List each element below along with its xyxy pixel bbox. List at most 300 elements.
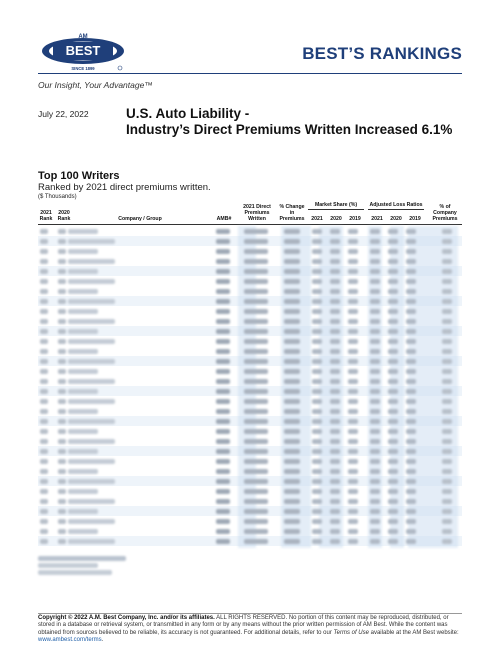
table-row	[38, 456, 462, 466]
blurred-cell	[284, 269, 300, 274]
blurred-cell	[442, 279, 452, 284]
tagline: Our Insight, Your Advantage™	[38, 80, 153, 90]
blurred-cell	[406, 519, 416, 524]
blurred-cell	[348, 529, 358, 534]
blurred-cell	[244, 439, 268, 444]
blurred-cell	[388, 229, 398, 234]
header-amb: AMB#	[216, 216, 232, 222]
blurred-cell	[442, 509, 452, 514]
header-lr-2019: 2019	[409, 216, 421, 222]
blurred-cell	[330, 489, 340, 494]
table-row	[38, 506, 462, 516]
blurred-cell	[406, 469, 416, 474]
blurred-cell	[244, 239, 268, 244]
blurred-cell	[370, 339, 380, 344]
logo-best-text: BEST	[65, 43, 101, 58]
blurred-cell	[406, 479, 416, 484]
blurred-cell	[406, 369, 416, 374]
blurred-cell	[40, 489, 48, 494]
table-row	[38, 396, 462, 406]
blurred-cell	[330, 249, 340, 254]
blurred-cell	[388, 259, 398, 264]
blurred-cell	[312, 539, 322, 544]
blurred-cell	[216, 469, 230, 474]
blurred-cell	[442, 349, 452, 354]
blurred-cell	[244, 519, 268, 524]
blurred-cell	[348, 489, 358, 494]
header-ms-2020: 2020	[330, 216, 342, 222]
header-lr-2021: 2021	[371, 216, 383, 222]
blurred-cell	[370, 289, 380, 294]
blurred-cell	[442, 519, 452, 524]
blurred-cell	[68, 379, 115, 384]
loss-ratios-underline	[368, 209, 424, 210]
blurred-cell	[370, 489, 380, 494]
blurred-cell	[388, 349, 398, 354]
blurred-cell	[388, 239, 398, 244]
blurred-cell	[388, 409, 398, 414]
blurred-cell	[330, 459, 340, 464]
blurred-cell	[284, 519, 300, 524]
blurred-cell	[284, 379, 300, 384]
blurred-cell	[330, 279, 340, 284]
blurred-cell	[348, 509, 358, 514]
blurred-cell	[58, 519, 66, 524]
blurred-cell	[58, 229, 66, 234]
blurred-cell	[40, 229, 48, 234]
blurred-cell	[68, 389, 98, 394]
blurred-cell	[68, 259, 115, 264]
blurred-cell	[442, 489, 452, 494]
blurred-cell	[284, 259, 300, 264]
blurred-cell	[244, 429, 268, 434]
blurred-cell	[348, 279, 358, 284]
blurred-cell	[216, 379, 230, 384]
report-date: July 22, 2022	[38, 109, 89, 119]
blurred-cell	[388, 489, 398, 494]
blurred-cell	[244, 379, 268, 384]
blurred-cell	[58, 419, 66, 424]
blurred-cell	[58, 449, 66, 454]
blurred-cell	[40, 349, 48, 354]
blurred-cell	[406, 499, 416, 504]
blurred-cell	[68, 399, 115, 404]
header-market-share: Market Share (%)	[314, 202, 358, 208]
blurred-cell	[68, 329, 98, 334]
blurred-cell	[68, 359, 115, 364]
blurred-cell	[442, 359, 452, 364]
blurred-cell	[40, 259, 48, 264]
blurred-cell	[348, 259, 358, 264]
blurred-cell	[244, 299, 268, 304]
blurred-cell	[244, 409, 268, 414]
blurred-cell	[388, 379, 398, 384]
blurred-cell	[348, 429, 358, 434]
blurred-cell	[68, 279, 115, 284]
blurred-cell	[370, 259, 380, 264]
blurred-cell	[406, 389, 416, 394]
blurred-cell	[40, 539, 48, 544]
blurred-cell	[40, 509, 48, 514]
blurred-cell	[330, 239, 340, 244]
blurred-cell	[388, 309, 398, 314]
blurred-cell	[40, 459, 48, 464]
blurred-cell	[68, 519, 115, 524]
blurred-cell	[370, 239, 380, 244]
blurred-cell	[312, 269, 322, 274]
logo-since-text: SINCE 1899	[71, 66, 95, 71]
blurred-cell	[406, 349, 416, 354]
blurred-cell	[68, 489, 98, 494]
blurred-cell	[216, 319, 230, 324]
blurred-cell	[284, 389, 300, 394]
blurred-cell	[370, 359, 380, 364]
blurred-cell	[312, 519, 322, 524]
table-row	[38, 296, 462, 306]
blurred-cell	[442, 439, 452, 444]
am-best-logo	[40, 28, 126, 74]
blurred-cell	[370, 459, 380, 464]
blurred-cell	[40, 279, 48, 284]
blurred-cell	[388, 429, 398, 434]
blurred-cell	[312, 379, 322, 384]
blurred-cell	[244, 469, 268, 474]
blurred-cell	[284, 229, 300, 234]
blurred-cell	[312, 299, 322, 304]
blurred-cell	[442, 529, 452, 534]
blurred-cell	[216, 309, 230, 314]
blurred-cell	[40, 429, 48, 434]
blurred-cell	[442, 449, 452, 454]
blurred-cell	[442, 269, 452, 274]
blurred-cell	[370, 499, 380, 504]
blurred-cell	[406, 509, 416, 514]
blurred-cell	[40, 289, 48, 294]
blurred-cell	[312, 409, 322, 414]
blurred-cell	[40, 379, 48, 384]
header-ms-2019: 2019	[349, 216, 361, 222]
blurred-cell	[348, 349, 358, 354]
table-row	[38, 526, 462, 536]
blurred-cell	[58, 249, 66, 254]
blurred-cell	[312, 479, 322, 484]
blurred-cell	[442, 499, 452, 504]
blurred-cell	[216, 429, 230, 434]
blurred-cell	[244, 499, 268, 504]
blurred-cell	[406, 229, 416, 234]
section-unit: ($ Thousands)	[38, 194, 77, 200]
blurred-cell	[348, 239, 358, 244]
blurred-cell	[388, 339, 398, 344]
blurred-cell	[312, 529, 322, 534]
blurred-cell	[312, 319, 322, 324]
blurred-cell	[388, 279, 398, 284]
blurred-cell	[330, 309, 340, 314]
blurred-cell	[442, 259, 452, 264]
table-row	[38, 436, 462, 446]
blurred-cell	[40, 299, 48, 304]
table-row	[38, 376, 462, 386]
blurred-cell	[348, 329, 358, 334]
blurred-cell	[284, 399, 300, 404]
blurred-cell	[58, 409, 66, 414]
blurred-cell	[442, 289, 452, 294]
blurred-cell	[312, 279, 322, 284]
blurred-cell	[330, 289, 340, 294]
blurred-cell	[388, 359, 398, 364]
blurred-cell	[406, 409, 416, 414]
terms-link[interactable]: www.ambest.com/terms	[38, 637, 102, 644]
blurred-cell	[58, 239, 66, 244]
blurred-cell	[330, 389, 340, 394]
blurred-cell	[442, 379, 452, 384]
blurred-cell	[388, 389, 398, 394]
blurred-cell	[40, 529, 48, 534]
blurred-cell	[284, 279, 300, 284]
terms-of-use-text: Terms of Use	[333, 629, 369, 636]
blurred-cell	[442, 229, 452, 234]
blurred-cell	[284, 359, 300, 364]
header-rank-2020: 2020 Rank	[57, 210, 71, 222]
table-row	[38, 406, 462, 416]
blurred-cell	[312, 289, 322, 294]
header-pct-company: % of Company Premiums	[432, 204, 458, 222]
blurred-cell	[370, 399, 380, 404]
blurred-cell	[216, 449, 230, 454]
blurred-cell	[330, 259, 340, 264]
blurred-cell	[348, 539, 358, 544]
blurred-cell	[68, 239, 115, 244]
blurred-cell	[284, 539, 300, 544]
blurred-cell	[68, 529, 98, 534]
blurred-cell	[312, 489, 322, 494]
blurred-cell	[330, 409, 340, 414]
blurred-cell	[312, 349, 322, 354]
header-divider	[38, 73, 462, 74]
blurred-cell	[40, 269, 48, 274]
blurred-cell	[348, 269, 358, 274]
blurred-cell	[406, 279, 416, 284]
blurred-cell	[68, 449, 98, 454]
blurred-cell	[68, 299, 115, 304]
blurred-cell	[312, 419, 322, 424]
section-subtitle: Ranked by 2021 direct premiums written.	[38, 182, 211, 193]
blurred-cell	[442, 479, 452, 484]
rankings-title: BEST’S RANKINGS	[302, 44, 462, 63]
blurred-cell	[216, 399, 230, 404]
blurred-cell	[58, 539, 66, 544]
blurred-cell	[40, 479, 48, 484]
blurred-cell	[58, 459, 66, 464]
blurred-cell	[58, 429, 66, 434]
blurred-cell	[330, 349, 340, 354]
blurred-cell	[68, 419, 115, 424]
blurred-cell	[216, 389, 230, 394]
blurred-cell	[68, 369, 98, 374]
blurred-cell	[58, 369, 66, 374]
blurred-cell	[312, 389, 322, 394]
blurred-cell	[68, 439, 115, 444]
blurred-cell	[370, 389, 380, 394]
terms-tail-text: available at the AM Best website:	[368, 629, 459, 636]
blurred-cell	[68, 229, 98, 234]
blurred-cell	[370, 369, 380, 374]
blurred-cell	[312, 449, 322, 454]
blurred-cell	[284, 479, 300, 484]
blurred-cell	[58, 399, 66, 404]
blurred-cell	[244, 359, 268, 364]
blurred-cell	[58, 529, 66, 534]
blurred-cell	[216, 249, 230, 254]
blurred-cell	[312, 249, 322, 254]
blurred-cell	[312, 229, 322, 234]
blurred-cell	[330, 469, 340, 474]
copyright-footer	[38, 615, 462, 645]
blurred-cell	[40, 319, 48, 324]
blurred-cell	[68, 409, 98, 414]
blurred-cell	[330, 439, 340, 444]
blurred-cell	[348, 359, 358, 364]
blurred-cell	[244, 479, 268, 484]
blurred-cell	[312, 399, 322, 404]
blurred-cell	[40, 359, 48, 364]
report-headline	[126, 106, 466, 138]
blurred-cell	[406, 259, 416, 264]
blurred-cell	[330, 299, 340, 304]
blurred-cell	[442, 429, 452, 434]
blurred-cell	[330, 339, 340, 344]
blurred-cell	[330, 499, 340, 504]
blurred-cell	[284, 419, 300, 424]
blurred-cell	[216, 269, 230, 274]
blurred-cell	[348, 399, 358, 404]
blurred-cell	[68, 269, 98, 274]
blurred-cell	[348, 339, 358, 344]
blurred-cell	[370, 419, 380, 424]
blurred-cell	[312, 439, 322, 444]
blurred-cell	[284, 319, 300, 324]
blurred-cell	[442, 369, 452, 374]
blurred-cell	[244, 269, 268, 274]
blurred-cell	[348, 379, 358, 384]
blurred-cell	[442, 329, 452, 334]
blurred-cell	[216, 279, 230, 284]
blurred-cell	[330, 529, 340, 534]
blurred-cell	[68, 499, 115, 504]
table-row	[38, 486, 462, 496]
blurred-cell	[284, 509, 300, 514]
blurred-cell	[370, 279, 380, 284]
logo-am-text: AM	[78, 34, 88, 40]
table-row	[38, 236, 462, 246]
blurred-cell	[348, 229, 358, 234]
blurred-cell	[388, 539, 398, 544]
blurred-cell	[406, 319, 416, 324]
blurred-cell	[406, 309, 416, 314]
blurred-cell	[244, 459, 268, 464]
section-title: Top 100 Writers	[38, 170, 120, 182]
blurred-cell	[216, 359, 230, 364]
blurred-cell	[388, 329, 398, 334]
blurred-cell	[40, 399, 48, 404]
blurred-cell	[442, 469, 452, 474]
blurred-cell	[388, 499, 398, 504]
table-row	[38, 336, 462, 346]
table-row	[38, 256, 462, 266]
table-row	[38, 276, 462, 286]
blurred-cell	[244, 249, 268, 254]
blurred-cell	[58, 509, 66, 514]
blurred-cell	[40, 449, 48, 454]
blurred-cell	[330, 449, 340, 454]
blurred-cell	[68, 319, 115, 324]
table-row	[38, 326, 462, 336]
blurred-cell	[370, 299, 380, 304]
blurred-cell	[406, 339, 416, 344]
header-lr-2020: 2020	[390, 216, 402, 222]
blurred-cell	[370, 329, 380, 334]
table-row	[38, 356, 462, 366]
blurred-cell	[58, 269, 66, 274]
header-loss-ratios: Adjusted Loss Ratios	[369, 202, 423, 208]
blurred-cell	[40, 409, 48, 414]
blurred-cell	[312, 499, 322, 504]
blurred-cell	[388, 439, 398, 444]
blurred-cell	[370, 469, 380, 474]
blurred-cell	[330, 479, 340, 484]
table-row	[38, 266, 462, 276]
blurred-cell	[216, 239, 230, 244]
blurred-cell	[284, 289, 300, 294]
blurred-cell	[58, 299, 66, 304]
blurred-cell	[68, 429, 98, 434]
blurred-cell	[442, 399, 452, 404]
blurred-cell	[442, 309, 452, 314]
blurred-cell	[388, 299, 398, 304]
blurred-cell	[40, 469, 48, 474]
blurred-cell	[370, 429, 380, 434]
blurred-cell	[40, 369, 48, 374]
blurred-cell	[312, 339, 322, 344]
footer-divider	[38, 613, 462, 614]
blurred-cell	[348, 419, 358, 424]
blurred-cell	[216, 489, 230, 494]
blurred-cell	[284, 459, 300, 464]
table-row	[38, 516, 462, 526]
blurred-cell	[406, 459, 416, 464]
blurred-cell	[442, 459, 452, 464]
blurred-cell	[406, 529, 416, 534]
market-share-underline	[308, 209, 364, 210]
blurred-cell	[284, 309, 300, 314]
blurred-cell	[58, 329, 66, 334]
blurred-cell	[370, 479, 380, 484]
blurred-cell	[348, 449, 358, 454]
blurred-cell	[348, 299, 358, 304]
blurred-cell	[68, 509, 98, 514]
blurred-cell	[244, 529, 268, 534]
blurred-cell	[216, 539, 230, 544]
blurred-cell	[370, 229, 380, 234]
blurred-cell	[370, 449, 380, 454]
blurred-cell	[330, 519, 340, 524]
blurred-cell	[312, 429, 322, 434]
blurred-cell	[216, 259, 230, 264]
blurred-cell	[68, 479, 115, 484]
blurred-cell	[348, 469, 358, 474]
blurred-cell	[442, 419, 452, 424]
blurred-cell	[216, 459, 230, 464]
